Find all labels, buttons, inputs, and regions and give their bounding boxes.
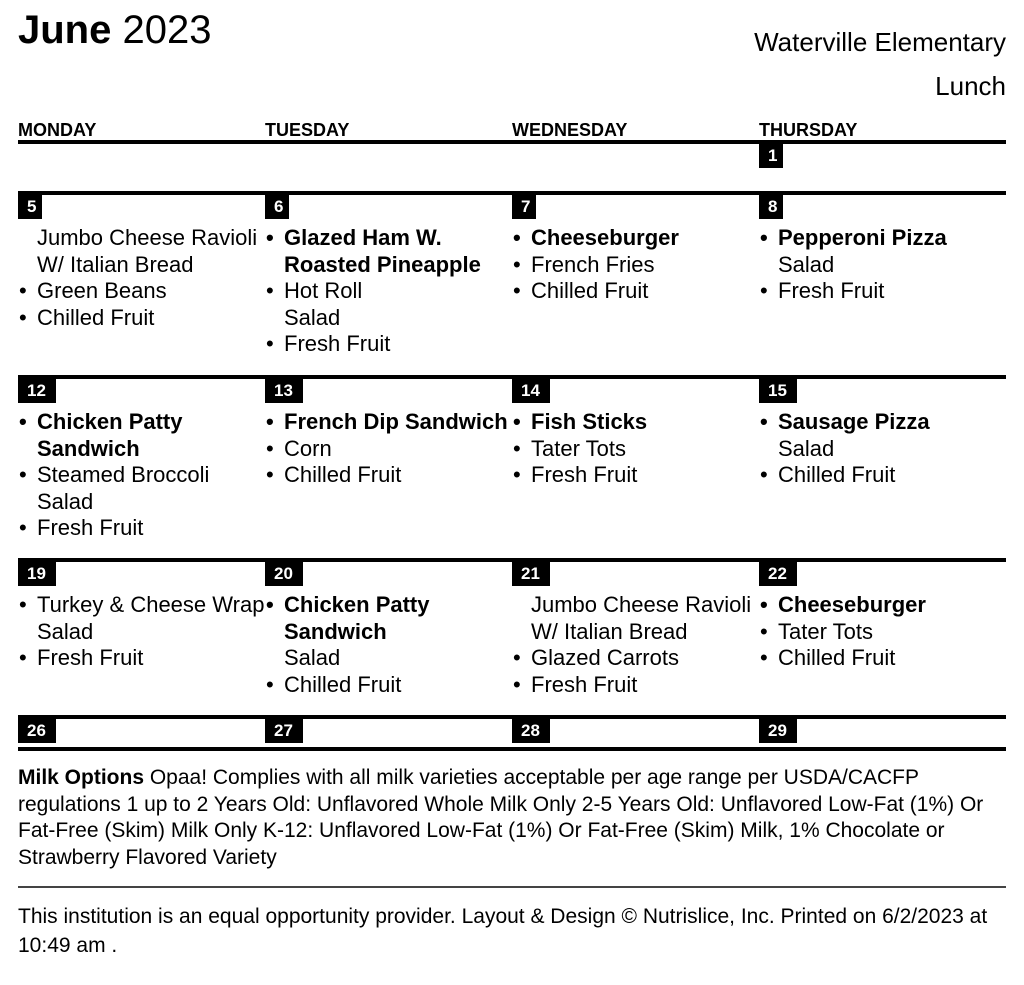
menu-item: • Fresh Fruit xyxy=(18,515,262,542)
date-badge: 1 xyxy=(759,144,783,168)
day-header-tuesday: TUESDAY xyxy=(265,120,350,140)
milk-options-text: Opaa! Complies with all milk varieties acceptable per age range per USDA/CACFP regulations 1 up to 2 Years Old: Unflavored Whole Milk Only 2-5 Years Old: Unflavored Low-Fat (1%) Or Fat-Free (Skim) Milk Only K-12: Unflavored Low-Fat (1%) Or Fat-Free (Skim) Milk, 1% Chocolate or Strawberry Flavored Variety xyxy=(18,766,984,869)
date-badge: 7 xyxy=(512,195,536,219)
menu-item: W/ Italian Bread xyxy=(531,618,688,644)
menu-item: • Fresh Fruit xyxy=(18,645,262,672)
day-menu xyxy=(265,409,509,489)
menu-item: • Turkey & Cheese Wrap xyxy=(18,592,262,619)
menu-item: • Steamed Broccoli xyxy=(18,462,262,489)
menu-item: Salad xyxy=(37,618,94,644)
menu-item: • Chilled Fruit xyxy=(18,305,262,332)
menu-item: • Fresh Fruit xyxy=(759,278,1003,305)
date-badge: 6 xyxy=(265,195,289,219)
menu-item: • Cheeseburger xyxy=(512,225,756,252)
menu-item: • Tater Tots xyxy=(759,619,1003,646)
menu-item: Salad xyxy=(284,645,341,670)
menu-item: • Fresh Fruit xyxy=(512,672,756,699)
page-title xyxy=(18,6,211,54)
title-month: June xyxy=(18,8,112,52)
day-menu xyxy=(759,409,1003,489)
menu-item: • Chilled Fruit xyxy=(265,672,509,699)
week-divider xyxy=(18,140,1006,144)
day-menu xyxy=(512,592,756,698)
menu-item: Roasted Pineapple xyxy=(284,251,481,277)
menu-item: • French Fries xyxy=(512,252,756,279)
date-badge: 15 xyxy=(759,379,797,403)
menu-item: Sandwich xyxy=(284,618,387,644)
day-menu xyxy=(759,592,1003,672)
date-badge: 13 xyxy=(265,379,303,403)
menu-item: Jumbo Cheese Ravioli xyxy=(531,592,752,617)
menu-item: • Corn xyxy=(265,436,509,463)
footer-note: This institution is an equal opportunity provider. Layout & Design © Nutrislice, Inc. Printed on 6/2/2023 at 10:49 am . xyxy=(18,905,988,957)
date-badge: 28 xyxy=(512,719,550,743)
menu-item: Salad xyxy=(778,435,835,461)
date-badge: 20 xyxy=(265,562,303,586)
menu-item: • Sausage Pizza xyxy=(759,409,1003,436)
date-badge: 12 xyxy=(18,379,56,403)
day-menu xyxy=(18,409,262,542)
menu-item: • Glazed Carrots xyxy=(512,645,756,672)
day-menu xyxy=(759,225,1003,305)
day-menu xyxy=(265,225,509,358)
date-badge: 22 xyxy=(759,562,797,586)
header-info xyxy=(754,20,1006,108)
day-menu xyxy=(512,409,756,489)
date-badge: 26 xyxy=(18,719,56,743)
day-header-thursday: THURSDAY xyxy=(759,120,858,140)
menu-item: Salad xyxy=(37,488,94,514)
date-badge: 8 xyxy=(759,195,783,219)
menu-item: Jumbo Cheese Ravioli xyxy=(37,225,258,250)
date-badge: 5 xyxy=(18,195,42,219)
menu-item: • Pepperoni Pizza xyxy=(759,225,1003,252)
date-badge: 14 xyxy=(512,379,550,403)
milk-options xyxy=(18,765,1008,871)
calendar-bottom-rule xyxy=(18,747,1006,751)
date-badge: 19 xyxy=(18,562,56,586)
date-badge: 27 xyxy=(265,719,303,743)
menu-item: • Chilled Fruit xyxy=(265,462,509,489)
menu-item: W/ Italian Bread xyxy=(37,251,194,277)
menu-item: • Cheeseburger xyxy=(759,592,1003,619)
menu-item: • Fresh Fruit xyxy=(265,331,509,358)
menu-item: Salad xyxy=(284,304,341,330)
menu-item: Sandwich xyxy=(37,435,140,461)
day-menu xyxy=(512,225,756,305)
menu-item: • Hot Roll xyxy=(265,278,509,305)
date-badge: 21 xyxy=(512,562,550,586)
date-badge: 29 xyxy=(759,719,797,743)
day-menu xyxy=(18,592,265,672)
menu-item: • Glazed Ham W. xyxy=(265,225,509,252)
menu-item: • Fish Sticks xyxy=(512,409,756,436)
day-header-wednesday: WEDNESDAY xyxy=(512,120,628,140)
meal-type: Lunch xyxy=(935,71,1006,101)
menu-item: • Fresh Fruit xyxy=(512,462,756,489)
day-header-monday: MONDAY xyxy=(18,120,97,140)
menu-item: • Chilled Fruit xyxy=(759,462,1003,489)
day-menu xyxy=(18,225,262,331)
divider xyxy=(18,886,1006,888)
menu-item: • Chicken Patty xyxy=(265,592,509,619)
menu-item: • Chicken Patty xyxy=(18,409,262,436)
day-menu xyxy=(265,592,509,698)
menu-item: Salad xyxy=(778,251,835,277)
menu-item: • French Dip Sandwich xyxy=(265,409,509,436)
menu-item: • Chilled Fruit xyxy=(512,278,756,305)
menu-item: • Green Beans xyxy=(18,278,262,305)
milk-options-label: Milk Options xyxy=(18,766,144,789)
menu-item: • Chilled Fruit xyxy=(759,645,1003,672)
title-year: 2023 xyxy=(122,8,212,52)
menu-item: • Tater Tots xyxy=(512,436,756,463)
school-name: Waterville Elementary xyxy=(754,27,1006,57)
